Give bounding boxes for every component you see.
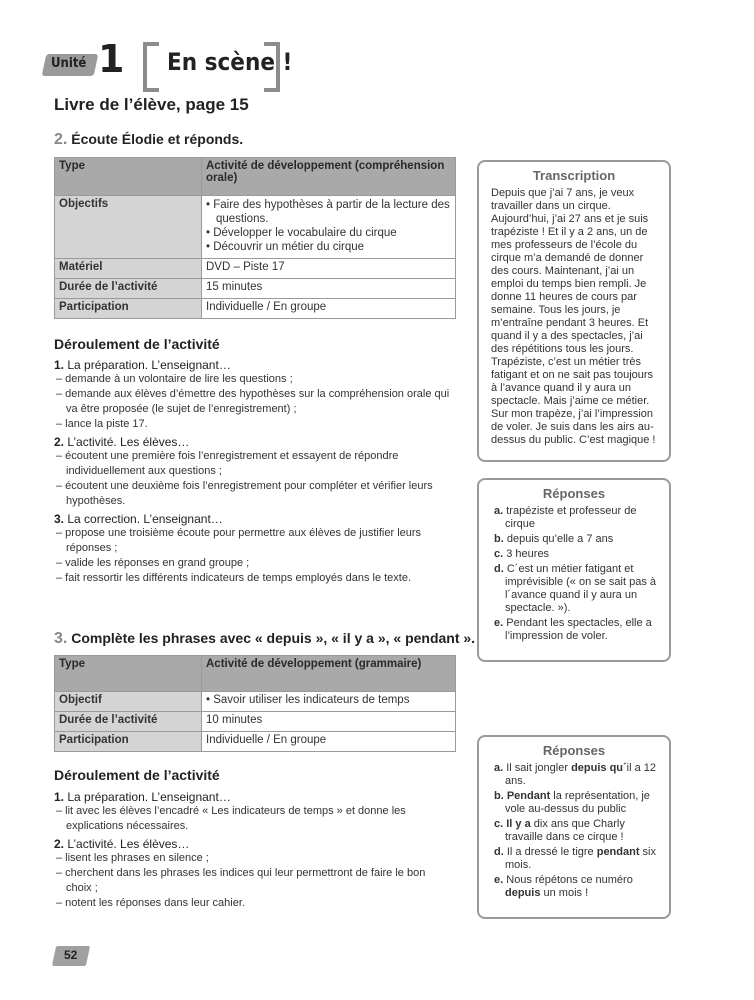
step-number: 2. xyxy=(54,837,65,851)
table-val-duree: 10 minutes xyxy=(202,712,456,732)
answer-keyword: depuis qu´ xyxy=(571,762,627,774)
answer-letter: c. xyxy=(494,818,504,830)
step-title xyxy=(54,358,454,372)
exercise-3-text: Complète les phrases avec « depuis », « il y a », « pendant ». xyxy=(71,630,476,646)
title-bracket-right xyxy=(264,42,280,92)
answer-text: Pendant les spectacles, elle a l’impression de voler. xyxy=(505,617,652,642)
answer-letter: c. xyxy=(494,548,504,560)
deroulement-title: Déroulement de l’activité xyxy=(54,336,220,352)
answer-item xyxy=(483,874,661,900)
step-text: La préparation. L’enseignant… xyxy=(67,358,231,372)
step-item: – fait ressortir les différents indicateurs de temps employés dans le texte. xyxy=(56,572,412,584)
step-number: 1. xyxy=(54,790,65,804)
table-val-type: Activité de développement (grammaire) xyxy=(202,656,456,692)
answer-keyword: Pendant xyxy=(506,790,551,802)
unit-label: Unité xyxy=(51,56,87,71)
answer-keyword: pendant xyxy=(596,846,640,858)
exercise-3-title xyxy=(54,630,475,648)
transcription-box xyxy=(477,160,671,462)
answer-text: la représentation, je vole au-dessus du public xyxy=(505,790,650,815)
exercise-2-table xyxy=(54,157,456,319)
table-key-type: Type xyxy=(55,656,202,692)
table-val-objectifs xyxy=(202,196,456,259)
answer-item xyxy=(483,617,661,643)
answer-text: 3 heures xyxy=(506,548,550,560)
step-item: – propose une troisième écoute pour permettre aux élèves de justifier leurs réponses ; xyxy=(56,527,422,554)
answers-title: Réponses xyxy=(542,486,606,501)
answer-text: six mois. xyxy=(505,846,656,871)
objective-item: • Faire des hypothèses à partir de la lecture des questions. xyxy=(206,199,450,225)
answer-letter: e. xyxy=(494,874,504,886)
exercise-2-text: Écoute Élodie et réponds. xyxy=(71,131,244,147)
step-item: – valide les réponses en grand groupe ; xyxy=(56,557,250,569)
table-val-type: Activité de développement (compréhension orale) xyxy=(202,158,456,196)
answer-text: depuis qu’elle a 7 ans xyxy=(506,533,614,545)
table-val-materiel: DVD – Piste 17 xyxy=(202,259,456,279)
objective-item: • Développer le vocabulaire du cirque xyxy=(206,227,397,239)
exercise-3-table xyxy=(54,655,456,752)
answer-text: Il a dressé le tigre xyxy=(506,846,597,858)
exercise-2-steps xyxy=(54,358,454,586)
answer-item xyxy=(483,790,661,816)
answer-letter: d. xyxy=(494,846,504,858)
objective-item: • Découvrir un métier du cirque xyxy=(206,241,365,253)
step-text: L’activité. Les élèves… xyxy=(67,837,190,851)
step-item: – notent les réponses dans leur cahier. xyxy=(56,897,245,909)
step-title xyxy=(54,790,454,804)
answer-text: C´est un métier fatigant et imprévisible (« on se sait pas à l´avance quand il y aura un spectacle. »). xyxy=(505,563,657,614)
answer-text: trapéziste et professeur de cirque xyxy=(505,505,637,530)
step-text: L’activité. Les élèves… xyxy=(67,435,190,449)
answer-text: un mois ! xyxy=(540,887,589,899)
unit-title: En scène ! xyxy=(167,48,293,76)
step-item: – écoutent une deuxième fois l’enregistrement pour compléter et vérifier leurs hypothèses. xyxy=(56,480,433,507)
answer-letter: b. xyxy=(494,533,504,545)
table-val-duree: 15 minutes xyxy=(202,279,456,299)
step-item: – lance la piste 17. xyxy=(56,418,148,430)
step-text: La préparation. L’enseignant… xyxy=(67,790,231,804)
table-key-objectif: Objectif xyxy=(55,692,202,712)
table-key-duree: Durée de l’activité xyxy=(55,279,202,299)
transcription-title: Transcription xyxy=(532,168,616,183)
answer-text: il a 12 ans. xyxy=(505,762,657,787)
answer-item xyxy=(483,762,661,788)
table-val-objectif: • Savoir utiliser les indicateurs de temps xyxy=(202,692,456,712)
table-val-participation: Individuelle / En groupe xyxy=(202,299,456,319)
deroulement-title: Déroulement de l’activité xyxy=(54,767,220,783)
step-item: – écoutent une première fois l’enregistrement et essayent de répondre individuellement aux questions ; xyxy=(56,450,399,477)
table-key-objectifs: Objectifs xyxy=(55,196,202,259)
page-number: 52 xyxy=(64,948,78,962)
answer-letter: e. xyxy=(494,617,504,629)
step-text: La correction. L’enseignant… xyxy=(67,512,223,526)
table-key-type: Type xyxy=(55,158,202,196)
answer-text: dix ans que Charly travaille dans ce cirque ! xyxy=(505,818,625,843)
answers-title: Réponses xyxy=(542,743,606,758)
answer-text: Il sait jongler xyxy=(506,762,572,774)
answer-text: Nous répétons ce numéro xyxy=(506,874,633,886)
step-title xyxy=(54,837,454,851)
exercise-3-steps xyxy=(54,790,454,911)
answer-item xyxy=(483,505,661,531)
step-number: 2. xyxy=(54,435,65,449)
answer-letter: d. xyxy=(494,563,504,575)
table-val-participation: Individuelle / En groupe xyxy=(202,732,456,752)
unit-number: 1 xyxy=(98,37,125,81)
table-key-materiel: Matériel xyxy=(55,259,202,279)
exercise-2-title xyxy=(54,131,243,149)
step-item: – demande à un volontaire de lire les questions ; xyxy=(56,373,293,385)
table-key-duree: Durée de l’activité xyxy=(55,712,202,732)
answer-keyword: Il y a xyxy=(506,818,531,830)
step-title xyxy=(54,512,454,526)
answer-letter: b. xyxy=(494,790,504,802)
answer-letter: a. xyxy=(494,505,504,517)
answer-letter: a. xyxy=(494,762,504,774)
answers-box-exercise-2 xyxy=(477,478,671,662)
answer-item xyxy=(483,548,661,561)
step-number: 3. xyxy=(54,512,65,526)
table-key-participation: Participation xyxy=(55,299,202,319)
title-bracket-left xyxy=(143,42,159,92)
book-reference: Livre de l’élève, page 15 xyxy=(54,95,249,114)
step-item: – cherchent dans les phrases les indices qui leur permettront de faire le bon choix ; xyxy=(56,867,426,894)
table-key-participation: Participation xyxy=(55,732,202,752)
answers-box-exercise-3 xyxy=(477,735,671,919)
answer-item xyxy=(483,818,661,844)
exercise-3-number: 3. xyxy=(54,630,68,647)
step-number: 1. xyxy=(54,358,65,372)
step-item: – lisent les phrases en silence ; xyxy=(56,852,209,864)
answer-keyword: depuis xyxy=(505,887,541,899)
answer-item xyxy=(483,563,661,615)
transcription-text: Depuis que j’ai 7 ans, je veux travailler dans un cirque. Aujourd’hui, j’ai 27 ans et je suis trapéziste ! Et il y a 2 ans, un de mes professeurs de l’école du cirque m’a demandé de donner des cours. Maintenant, j’ai un emploi du temps bien rempli. Je donne 11 heures de cours par semaine. Tous les jours, je m’entraîne pendant 3 heures. Et quand il y a des spectacles, j’ai des répétitions tous les jours. Trapéziste, c’est un métier très fatigant et on ne sait pas toujours à l’avance quand il y aura un spectacle. Mais j’aime ce métier. Sur mon trapèze, j’ai l’impression de voler. Je suis dans les airs au-dessus du public. C’est magique ! xyxy=(491,187,656,446)
step-item: – lit avec les élèves l’encadré « Les indicateurs de temps » et donne les explications nécessaires. xyxy=(56,805,406,832)
page-number-badge xyxy=(54,944,88,968)
step-item: – demande aux élèves d’émettre des hypothèses sur la compréhension orale qui va être proposée (le sujet de l’enregistrement) ; xyxy=(56,388,450,415)
step-title xyxy=(54,435,454,449)
exercise-2-number: 2. xyxy=(54,131,68,148)
answer-item xyxy=(483,533,661,546)
unit-badge xyxy=(44,52,96,78)
answer-item xyxy=(483,846,661,872)
